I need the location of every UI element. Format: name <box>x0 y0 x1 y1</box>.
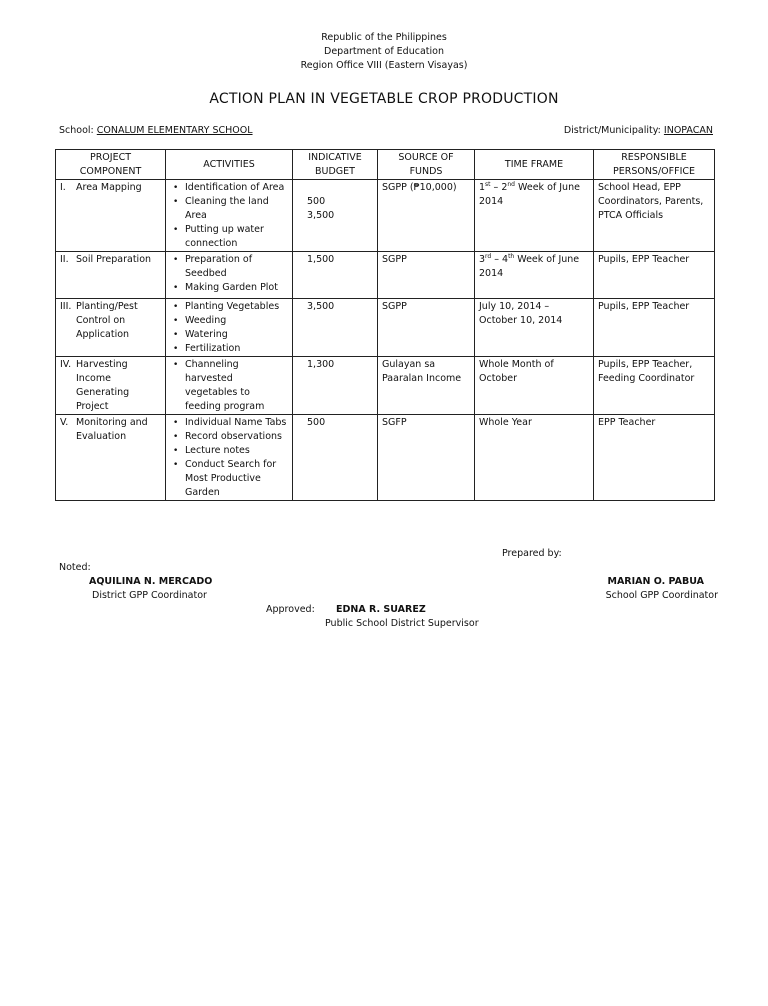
responsible-cell: Pupils, EPP Teacher <box>594 252 715 299</box>
budget-cell: 3,500 <box>293 299 378 357</box>
header-project-component: PROJECT COMPONENT <box>56 150 166 180</box>
table-row <box>56 180 715 252</box>
table-row <box>56 357 715 415</box>
responsible-cell: Pupils, EPP Teacher <box>594 299 715 357</box>
list-item: • Identification of Area <box>185 181 288 195</box>
list-item: • Channeling harvested vegetables to feeding program <box>185 358 288 414</box>
district-name: INOPACAN <box>663 125 713 136</box>
activities-cell <box>166 357 293 415</box>
table-row <box>56 299 715 357</box>
list-item: • Making Garden Plot <box>185 281 288 295</box>
funds-cell: SGPP (₱10,000) <box>378 180 475 252</box>
header-activities: ACTIVITIES <box>166 150 293 180</box>
responsible-cell: EPP Teacher <box>594 415 715 501</box>
activities-cell <box>166 180 293 252</box>
funds-cell: Gulayan sa Paaralan Income <box>378 357 475 415</box>
district-label: District/Municipality: <box>563 125 661 136</box>
activities-cell <box>166 252 293 299</box>
budget-cell: 1,500 <box>293 252 378 299</box>
activities-cell <box>166 299 293 357</box>
component-cell: III. Planting/Pest Control on Application <box>56 299 166 357</box>
table-row <box>56 252 715 299</box>
noted-title: District GPP Coordinator <box>92 590 207 601</box>
school-line <box>59 125 253 136</box>
list-item: • Planting Vegetables <box>185 300 288 314</box>
prepared-by-label: Prepared by: <box>502 548 562 559</box>
district-line <box>564 125 713 136</box>
header-department: Department of Education <box>324 46 444 57</box>
approved-title: Public School District Supervisor <box>325 618 479 629</box>
list-item: • Cleaning the land Area <box>185 195 288 223</box>
approved-name: EDNA R. SUAREZ <box>336 604 426 615</box>
component-cell: I. Area Mapping <box>56 180 166 252</box>
component-cell: V. Monitoring and Evaluation <box>56 415 166 501</box>
component-cell: IV. Harvesting Income Generating Project <box>56 357 166 415</box>
document-title: ACTION PLAN IN VEGETABLE CROP PRODUCTION <box>209 91 559 107</box>
activities-cell <box>166 415 293 501</box>
funds-cell: SGPP <box>378 299 475 357</box>
list-item: • Individual Name Tabs <box>185 416 288 430</box>
list-item: • Preparation of Seedbed <box>185 253 288 281</box>
time-frame-cell: 3rd – 4th Week of June 2014 <box>475 252 594 299</box>
approved-label: Approved: <box>266 604 315 615</box>
component-cell: II. Soil Preparation <box>56 252 166 299</box>
header-indicative-budget: INDICATIVE BUDGET <box>293 150 378 180</box>
header-source-of-funds: SOURCE OF FUNDS <box>378 150 475 180</box>
table-row <box>56 415 715 501</box>
time-frame-cell: Whole Year <box>475 415 594 501</box>
responsible-cell: School Head, EPP Coordinators, Parents, PTCA Officials <box>594 180 715 252</box>
time-frame-cell: July 10, 2014 – October 10, 2014 <box>475 299 594 357</box>
header-time-frame: TIME FRAME <box>475 150 594 180</box>
responsible-cell: Pupils, EPP Teacher, Feeding Coordinator <box>594 357 715 415</box>
school-label: School: <box>59 125 94 136</box>
list-item: • Record observations <box>185 430 288 444</box>
school-name: CONALUM ELEMENTARY SCHOOL <box>96 125 253 136</box>
preparer-title: School GPP Coordinator <box>605 590 718 601</box>
header-republic: Republic of the Philippines <box>321 32 447 43</box>
funds-cell: SGPP <box>378 252 475 299</box>
funds-cell: SGFP <box>378 415 475 501</box>
noted-label: Noted: <box>59 562 91 573</box>
list-item: • Fertilization <box>185 342 288 356</box>
noted-name: AQUILINA N. MERCADO <box>89 576 213 587</box>
budget-cell: 500 <box>293 415 378 501</box>
list-item: • Conduct Search for Most Productive Garden <box>185 458 288 500</box>
time-frame-cell: 1st – 2nd Week of June 2014 <box>475 180 594 252</box>
budget-cell: 1,300 <box>293 357 378 415</box>
list-item: • Lecture notes <box>185 444 288 458</box>
action-plan-table <box>55 149 715 501</box>
list-item: • Watering <box>185 328 288 342</box>
header-responsible: RESPONSIBLE PERSONS/OFFICE <box>594 150 715 180</box>
list-item: • Weeding <box>185 314 288 328</box>
time-frame-cell: Whole Month of October <box>475 357 594 415</box>
header-region: Region Office VIII (Eastern Visayas) <box>300 60 468 71</box>
preparer-name: MARIAN O. PABUA <box>607 576 704 587</box>
table-header-row <box>56 150 715 180</box>
list-item: • Putting up water connection <box>185 223 288 251</box>
budget-cell: 500 3,500 <box>293 180 378 252</box>
